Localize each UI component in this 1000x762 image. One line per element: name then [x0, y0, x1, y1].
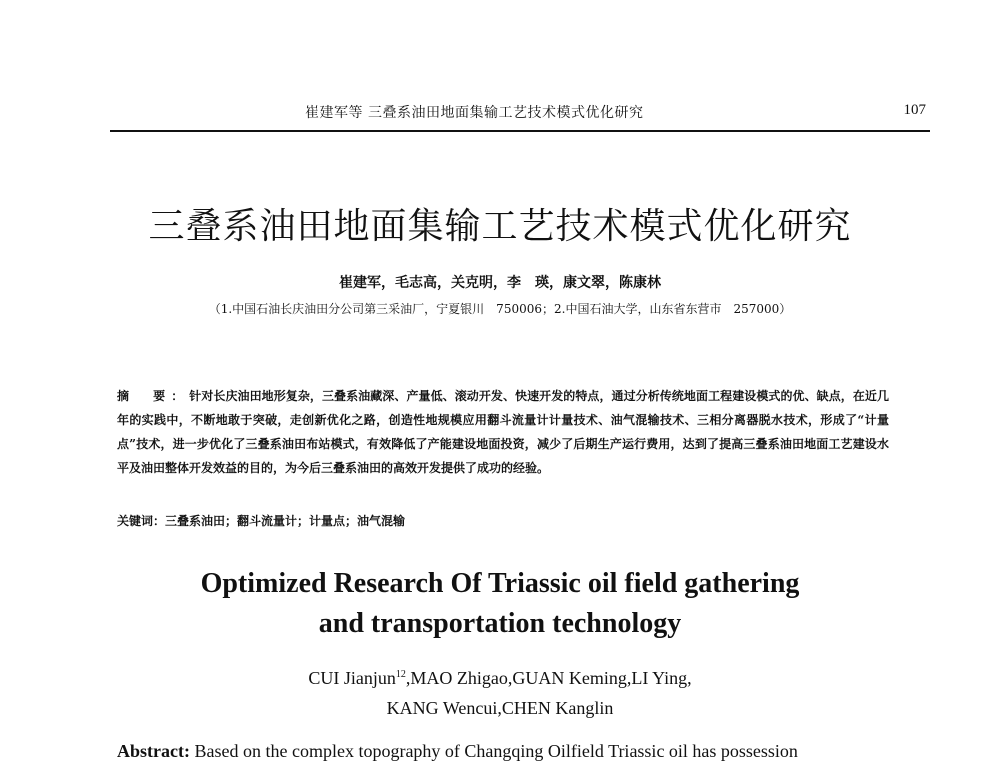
- chinese-abstract: [117, 384, 889, 480]
- abstract-text: 针对长庆油田地形复杂，三叠系油藏深、产量低、滚动开发、快速开发的特点，通过分析传统地面工程建设模式的优、缺点，在近几年的实践中，不断地敢于突破，走创新优化之路，创造性地规模应用翻斗流量计计量技术、油气混输技术、三相分离器脱水技术，形成了“计量点”技术，进一步优化了三叠系油田布站模式，有效降低了产能建设地面投资，减少了后期生产运行费用，达到了提高三叠系油田地面工艺建设水平及油田整体开发效益的目的，为今后三叠系油田的高效开发提供了成功的经验。: [117, 389, 889, 475]
- running-header: [110, 96, 930, 132]
- keywords-text: 三叠系油田；翻斗流量计；计量点；油气混输: [165, 514, 406, 528]
- english-title: [0, 564, 1000, 644]
- chinese-title: 三叠系油田地面集输工艺技术模式优化研究: [148, 206, 852, 247]
- chinese-keywords: [117, 512, 889, 529]
- keywords-label: 关键词：: [117, 514, 166, 528]
- english-abstract: [117, 741, 897, 762]
- abstract-label: 摘 要：: [117, 389, 190, 403]
- authors-rest: ,MAO Zhigao,GUAN Keming,LI Ying,: [405, 668, 692, 688]
- english-title-line2: and transportation technology: [318, 608, 682, 639]
- english-abstract-text: Based on the complex topography of Changqing Oilfield Triassic oil has possession: [189, 741, 798, 761]
- page-number: 107: [903, 102, 926, 118]
- author-cui: CUI Jianjun: [308, 668, 396, 688]
- author-affiliation-sup: 12: [395, 669, 406, 680]
- english-authors: [0, 660, 1000, 723]
- english-abstract-label: Abstract:: [117, 741, 190, 761]
- english-title-line1: Optimized Research Of Triassic oil field gathering: [200, 568, 800, 599]
- chinese-affiliation: （1.中国石油长庆油田分公司第三采油厂，宁夏银川 750006；2.中国石油大学，山东省东营市 257000）: [208, 302, 792, 316]
- running-title: 崔建军等 三叠系油田地面集输工艺技术模式优化研究: [305, 105, 644, 121]
- english-authors-line2: KANG Wencui,CHEN Kanglin: [386, 698, 614, 718]
- chinese-authors: 崔建军，毛志高，关克明，李 瑛，康文翠，陈康林: [339, 275, 661, 291]
- english-authors-line1: [0, 660, 1000, 693]
